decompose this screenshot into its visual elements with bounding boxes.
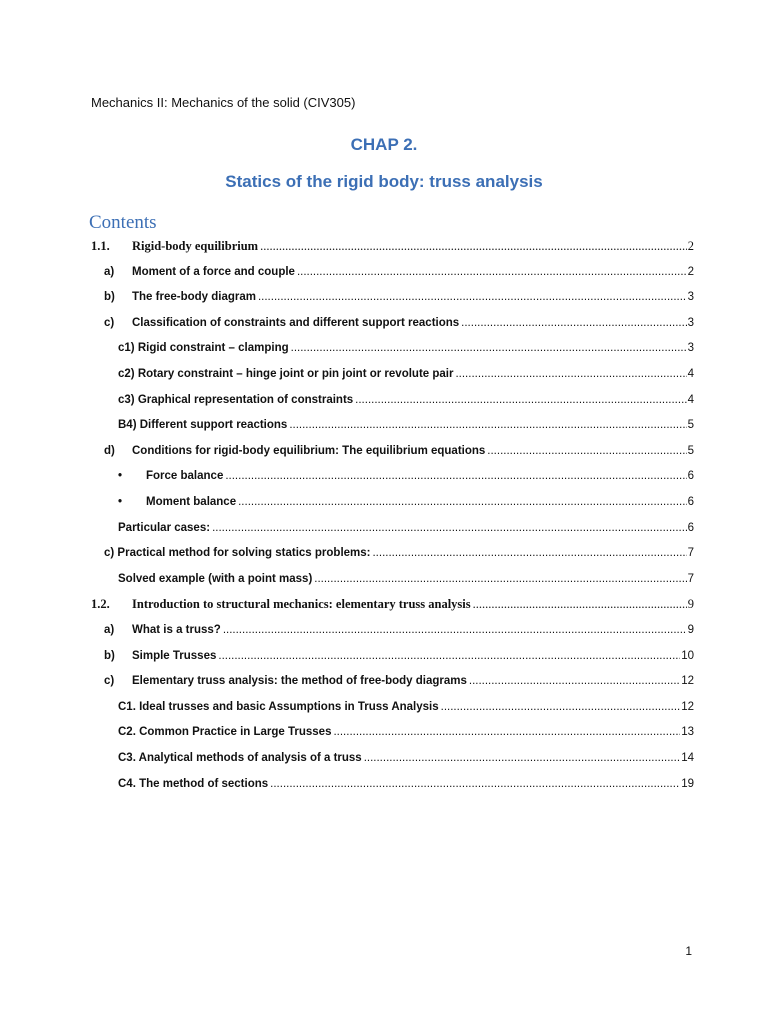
toc-entry[interactable] bbox=[104, 648, 694, 664]
toc-entry-page: 13 bbox=[681, 726, 694, 738]
toc-entry[interactable] bbox=[104, 673, 694, 689]
toc-dot-leader bbox=[364, 750, 681, 766]
toc-entry-title: Classification of constraints and different support reactions bbox=[132, 317, 460, 329]
toc-dot-leader bbox=[441, 699, 681, 715]
toc-dot-leader bbox=[223, 622, 687, 638]
toc-dot-leader bbox=[372, 545, 686, 561]
toc-entry-page: 2 bbox=[687, 266, 694, 278]
toc-entry-page: 7 bbox=[687, 573, 694, 585]
toc-entry[interactable] bbox=[118, 468, 694, 484]
toc-entry[interactable] bbox=[118, 571, 694, 587]
toc-dot-leader bbox=[461, 315, 686, 331]
toc-entry-title: Solved example (with a point mass) bbox=[118, 573, 313, 585]
toc-entry-title: c2) Rotary constraint – hinge joint or pin joint or revolute pair bbox=[118, 368, 454, 380]
toc-entry-title: Particular cases: bbox=[118, 522, 211, 534]
toc-entry-page: 6 bbox=[687, 496, 694, 508]
toc-entry-page: 3 bbox=[687, 342, 694, 354]
toc-entry-page: 7 bbox=[687, 547, 694, 559]
toc-entry-number: • bbox=[118, 496, 123, 508]
toc-dot-leader bbox=[260, 238, 687, 254]
toc-entry[interactable] bbox=[118, 776, 694, 792]
toc-dot-leader bbox=[487, 443, 686, 459]
toc-dot-leader bbox=[314, 571, 686, 587]
toc-entry-page: 10 bbox=[681, 650, 694, 662]
toc-entry[interactable] bbox=[91, 596, 694, 612]
document-header: Mechanics II: Mechanics of the solid (CIV305) bbox=[91, 95, 356, 110]
toc-dot-leader bbox=[333, 724, 680, 740]
toc-entry[interactable] bbox=[104, 289, 694, 305]
toc-entry-title: Moment balance bbox=[146, 496, 237, 508]
toc-entry[interactable] bbox=[91, 238, 694, 254]
toc-dot-leader bbox=[289, 417, 686, 433]
toc-entry-title: Moment of a force and couple bbox=[132, 266, 295, 278]
toc-dot-leader bbox=[218, 648, 680, 664]
toc-entry-title: Simple Trusses bbox=[132, 650, 217, 662]
toc-entry[interactable] bbox=[118, 417, 694, 433]
toc-dot-leader bbox=[297, 264, 687, 280]
toc-entry-page: 3 bbox=[687, 291, 694, 303]
toc-entry[interactable] bbox=[104, 622, 694, 638]
toc-entry-page: 14 bbox=[681, 752, 694, 764]
page-number: 1 bbox=[685, 944, 692, 958]
toc-entry-title: c1) Rigid constraint – clamping bbox=[118, 342, 289, 354]
toc-entry-title: C3. Analytical methods of analysis of a truss bbox=[118, 752, 362, 764]
chapter-label: CHAP 2. bbox=[350, 135, 418, 154]
toc-entry-number: • bbox=[118, 470, 123, 482]
toc-entry-page: 6 bbox=[687, 522, 694, 534]
toc-entry-title: C1. Ideal trusses and basic Assumptions in Truss Analysis bbox=[118, 701, 439, 713]
toc-entry[interactable] bbox=[104, 443, 694, 459]
toc-entry-number: 1.2. bbox=[91, 597, 110, 611]
toc-dot-leader bbox=[469, 673, 680, 689]
toc-entry-page: 4 bbox=[687, 394, 694, 406]
toc-entry-number: a) bbox=[104, 266, 115, 278]
toc-entry[interactable] bbox=[118, 750, 694, 766]
toc-dot-leader bbox=[212, 520, 687, 536]
toc-entry-page: 12 bbox=[681, 675, 694, 687]
toc-entry-title: Conditions for rigid-body equilibrium: The equilibrium equations bbox=[132, 445, 486, 457]
toc-entry-page: 9 bbox=[687, 624, 694, 636]
toc-entry[interactable] bbox=[104, 264, 694, 280]
toc-entry-page: 2 bbox=[687, 239, 694, 253]
toc-entry-title: B4) Different support reactions bbox=[118, 419, 288, 431]
toc-dot-leader bbox=[258, 289, 687, 305]
toc-entry-title: c3) Graphical representation of constraints bbox=[118, 394, 354, 406]
toc-entry-title: C4. The method of sections bbox=[118, 778, 269, 790]
toc-entry-page: 4 bbox=[687, 368, 694, 380]
toc-entry[interactable] bbox=[118, 392, 694, 408]
toc-entry-title: Introduction to structural mechanics: elementary truss analysis bbox=[132, 597, 471, 611]
toc-entry-number: b) bbox=[104, 650, 115, 662]
toc-entry[interactable] bbox=[118, 699, 694, 715]
toc-entry-title: Elementary truss analysis: the method of free-body diagrams bbox=[132, 675, 467, 687]
contents-heading: Contents bbox=[89, 212, 157, 233]
toc-dot-leader bbox=[270, 776, 680, 792]
toc-entry-number: c) bbox=[104, 317, 115, 329]
toc-entry-number: a) bbox=[104, 624, 115, 636]
toc-dot-leader bbox=[355, 392, 686, 408]
toc-entry[interactable] bbox=[118, 340, 694, 356]
toc-entry-page: 3 bbox=[687, 317, 694, 329]
toc-entry-title: Rigid-body equilibrium bbox=[132, 239, 259, 253]
toc-dot-leader bbox=[455, 366, 686, 382]
toc-entry-number: b) bbox=[104, 291, 115, 303]
toc-entry-number: d) bbox=[104, 445, 115, 457]
toc-dot-leader bbox=[473, 596, 687, 612]
toc-entry[interactable] bbox=[118, 366, 694, 382]
toc-entry-page: 12 bbox=[681, 701, 694, 713]
toc-entry[interactable] bbox=[104, 315, 694, 331]
toc-entry-title: c) Practical method for solving statics problems: bbox=[104, 547, 371, 559]
toc-entry-page: 9 bbox=[687, 597, 694, 611]
toc-entry-page: 5 bbox=[687, 419, 694, 431]
toc-entry[interactable] bbox=[118, 494, 694, 510]
toc-dot-leader bbox=[291, 340, 687, 356]
chapter-title: Statics of the rigid body: truss analysis bbox=[225, 172, 543, 191]
toc-entry-page: 6 bbox=[687, 470, 694, 482]
toc-entry-title: The free-body diagram bbox=[132, 291, 256, 303]
toc-entry[interactable] bbox=[118, 724, 694, 740]
toc-entry[interactable] bbox=[104, 545, 694, 561]
toc-entry-title: C2. Common Practice in Large Trusses bbox=[118, 726, 332, 738]
toc-entry-title: Force balance bbox=[146, 470, 224, 482]
toc-entry[interactable] bbox=[118, 520, 694, 536]
toc-dot-leader bbox=[238, 494, 686, 510]
toc-entry-number: c) bbox=[104, 675, 115, 687]
toc-entry-number: 1.1. bbox=[91, 239, 110, 253]
toc-dot-leader bbox=[225, 468, 686, 484]
toc-entry-title: What is a truss? bbox=[132, 624, 221, 636]
toc-entry-page: 19 bbox=[681, 778, 694, 790]
toc-entry-page: 5 bbox=[687, 445, 694, 457]
